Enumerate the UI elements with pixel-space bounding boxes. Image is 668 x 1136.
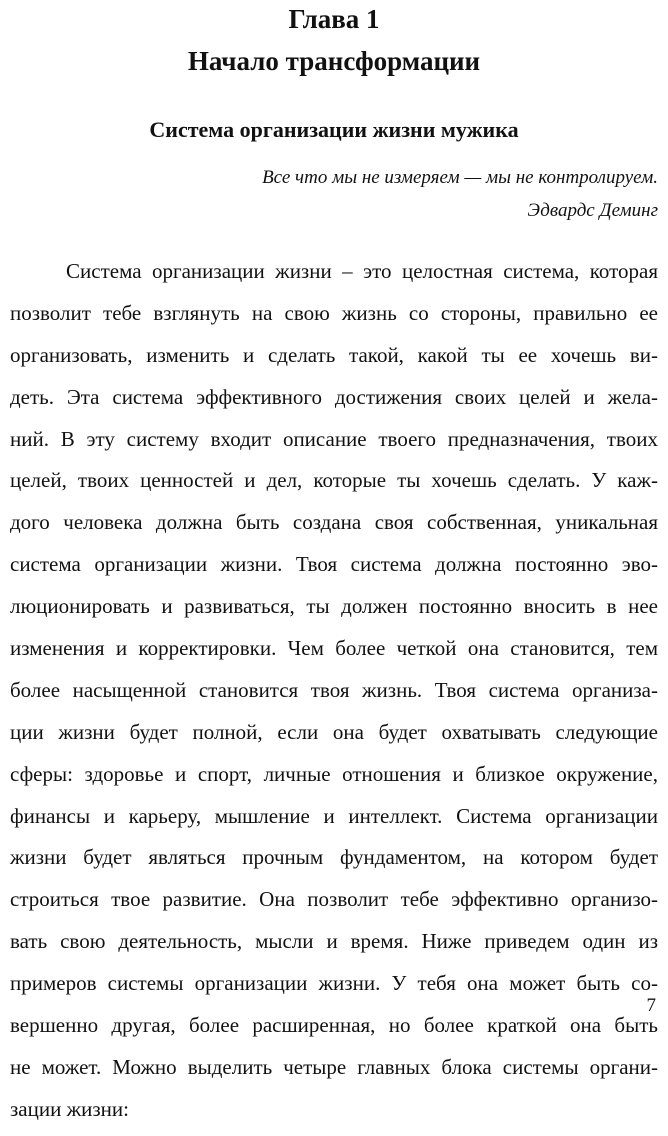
body-line: люционировать и развиваться, ты должен постоянно вносить в нее	[10, 594, 658, 619]
body-line: сферы: здоровье и спорт, личные отношения и близкое окружение,	[10, 761, 658, 786]
body-line: примеров системы организации жизни. У тебя она может быть со-	[10, 971, 658, 996]
body-line: более насыщенной становится твоя жизнь. Твоя система организа-	[10, 677, 658, 702]
epigraph-text: Все что мы не измеряем — мы не контролируем.	[262, 167, 658, 188]
body-line: зации жизни:	[10, 1096, 129, 1121]
body-line: изменения и корректировки. Чем более четкой она становится, тем	[10, 636, 658, 661]
page-number: 7	[646, 995, 656, 1016]
body-line: позволит тебе взглянуть на свою жизнь со стороны, правильно ее	[10, 300, 658, 325]
body-line: вершенно другая, более расширенная, но более краткой она быть	[10, 1013, 658, 1038]
chapter-number: Глава 1	[288, 4, 380, 34]
body-line: целей, твоих ценностей и дел, которые ты хочешь сделать. У каж-	[10, 468, 658, 493]
body-line: строиться твое развитие. Она позволит тебе эффективно организо-	[10, 887, 658, 912]
body-line: Система организации жизни – это целостная система, которая	[66, 259, 658, 283]
body-line: не может. Можно выделить четыре главных блока системы органи-	[10, 1054, 658, 1079]
body-paragraph	[10, 256, 658, 1136]
body-line: система организации жизни. Твоя система должна постоянно эво-	[10, 552, 658, 577]
body-line: финансы и карьеру, мышление и интеллект. Система организации	[10, 803, 658, 828]
body-line: вать свою деятельность, мысли и время. Ниже приведем один из	[10, 929, 658, 954]
body-line: деть. Эта система эффективного достижения своих целей и жела-	[10, 384, 658, 409]
body-line: организовать, изменить и сделать такой, какой ты ее хочешь ви-	[10, 342, 658, 367]
chapter-title: Начало трансформации	[187, 46, 481, 76]
body-line: ции жизни будет полной, если она будет охватывать следующие	[10, 719, 658, 744]
body-line: ний. В эту систему входит описание твоего предназначения, твоих	[10, 426, 658, 451]
body-line: дого человека должна быть создана своя собственная, уникальная	[10, 510, 658, 535]
section-title: Система организации жизни мужика	[149, 117, 519, 142]
body-line: жизни будет являться прочным фундаментом, на котором будет	[10, 845, 658, 870]
epigraph-author: Эдвардс Деминг	[527, 200, 658, 221]
